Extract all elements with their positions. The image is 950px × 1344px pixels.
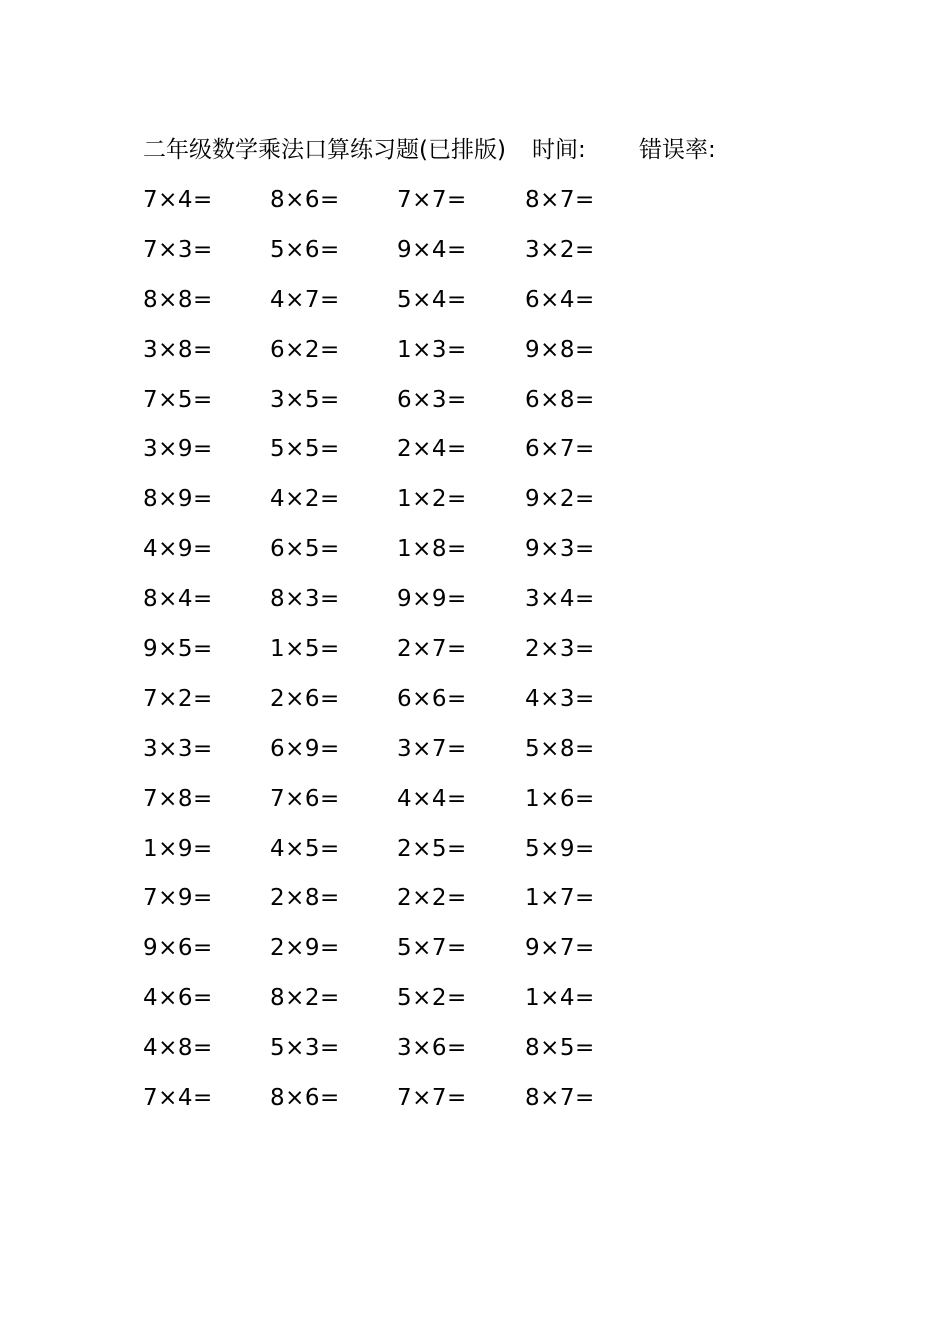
problem-item: 3×3= [143, 735, 213, 762]
problem-item: 9×6= [143, 935, 213, 962]
error-rate-label: 错误率: [639, 137, 716, 163]
problem-item: 9×4= [397, 236, 467, 263]
problem-item: 8×7= [525, 1085, 595, 1112]
problem-item: 3×2= [525, 236, 595, 263]
problem-item: 5×7= [397, 935, 467, 962]
problem-item: 3×8= [143, 336, 213, 363]
problem-item: 5×2= [397, 985, 467, 1012]
problem-item: 1×7= [525, 885, 595, 912]
problem-item: 9×2= [525, 486, 595, 513]
problem-item: 2×6= [270, 685, 340, 712]
problem-item: 6×9= [270, 735, 340, 762]
problem-item: 1×3= [397, 336, 467, 363]
problem-row [143, 980, 663, 1030]
problem-item: 1×6= [525, 785, 595, 812]
problem-item: 2×4= [397, 436, 467, 463]
problem-item: 4×5= [270, 835, 340, 862]
problem-item: 1×9= [143, 835, 213, 862]
problem-row [143, 631, 663, 681]
problem-item: 4×7= [270, 286, 340, 313]
problem-row [143, 1080, 663, 1130]
problem-item: 4×4= [397, 785, 467, 812]
problem-item: 9×5= [143, 636, 213, 663]
problem-item: 1×5= [270, 636, 340, 663]
problem-row [143, 431, 663, 481]
problem-row [143, 731, 663, 781]
problem-item: 6×4= [525, 286, 595, 313]
problem-item: 4×8= [143, 1035, 213, 1062]
problem-item: 4×3= [525, 685, 595, 712]
problem-item: 6×2= [270, 336, 340, 363]
problem-item: 2×7= [397, 636, 467, 663]
problem-item: 2×3= [525, 636, 595, 663]
problem-item: 4×2= [270, 486, 340, 513]
problem-row [143, 880, 663, 930]
problem-item: 3×4= [525, 586, 595, 613]
time-label: 时间: [532, 137, 586, 163]
problem-item: 8×8= [143, 286, 213, 313]
problem-row [143, 1030, 663, 1080]
problem-item: 4×6= [143, 985, 213, 1012]
problem-row [143, 831, 663, 881]
problem-item: 6×6= [397, 685, 467, 712]
problem-item: 8×6= [270, 187, 340, 213]
problem-item: 7×2= [143, 685, 213, 712]
problem-item: 9×9= [397, 586, 467, 613]
problem-item: 2×9= [270, 935, 340, 962]
problem-item: 1×4= [525, 985, 595, 1012]
problem-row [143, 681, 663, 731]
problem-row [143, 581, 663, 631]
problem-item: 5×9= [525, 835, 595, 862]
problem-item: 6×8= [525, 386, 595, 413]
problem-row [143, 481, 663, 531]
problem-item: 5×3= [270, 1035, 340, 1062]
problem-grid [143, 182, 663, 1130]
problem-item: 7×7= [397, 187, 467, 213]
problem-item: 2×8= [270, 885, 340, 912]
problem-item: 7×5= [143, 386, 213, 413]
problem-item: 7×4= [143, 187, 213, 213]
problem-item: 8×6= [270, 1085, 340, 1112]
problem-item: 8×3= [270, 586, 340, 613]
problem-item: 7×8= [143, 785, 213, 812]
problem-item: 7×3= [143, 236, 213, 263]
problem-item: 8×9= [143, 486, 213, 513]
worksheet-title: 二年级数学乘法口算练习题(已排版) [143, 137, 506, 163]
problem-item: 7×4= [143, 1085, 213, 1112]
problem-item: 6×7= [525, 436, 595, 463]
problem-item: 5×6= [270, 236, 340, 263]
problem-row [143, 930, 663, 980]
problem-item: 9×7= [525, 935, 595, 962]
problem-row [143, 531, 663, 581]
problem-row [143, 182, 663, 232]
problem-item: 6×3= [397, 386, 467, 413]
problem-row [143, 332, 663, 382]
problem-item: 3×7= [397, 735, 467, 762]
problem-item: 8×4= [143, 586, 213, 613]
problem-item: 2×5= [397, 835, 467, 862]
problem-item: 1×2= [397, 486, 467, 513]
problem-item: 3×5= [270, 386, 340, 413]
problem-row [143, 781, 663, 831]
problem-row [143, 382, 663, 432]
problem-item: 8×2= [270, 985, 340, 1012]
problem-item: 8×7= [525, 187, 595, 213]
problem-item: 5×8= [525, 735, 595, 762]
problem-item: 8×5= [525, 1035, 595, 1062]
problem-item: 7×7= [397, 1085, 467, 1112]
problem-item: 9×8= [525, 336, 595, 363]
problem-item: 3×9= [143, 436, 213, 463]
problem-row [143, 232, 663, 282]
problem-item: 5×4= [397, 286, 467, 313]
problem-item: 3×6= [397, 1035, 467, 1062]
problem-item: 9×3= [525, 536, 595, 563]
problem-item: 1×8= [397, 536, 467, 563]
problem-item: 7×9= [143, 885, 213, 912]
problem-item: 6×5= [270, 536, 340, 563]
problem-row [143, 282, 663, 332]
problem-item: 5×5= [270, 436, 340, 463]
problem-item: 7×6= [270, 785, 340, 812]
problem-item: 4×9= [143, 536, 213, 563]
problem-item: 2×2= [397, 885, 467, 912]
